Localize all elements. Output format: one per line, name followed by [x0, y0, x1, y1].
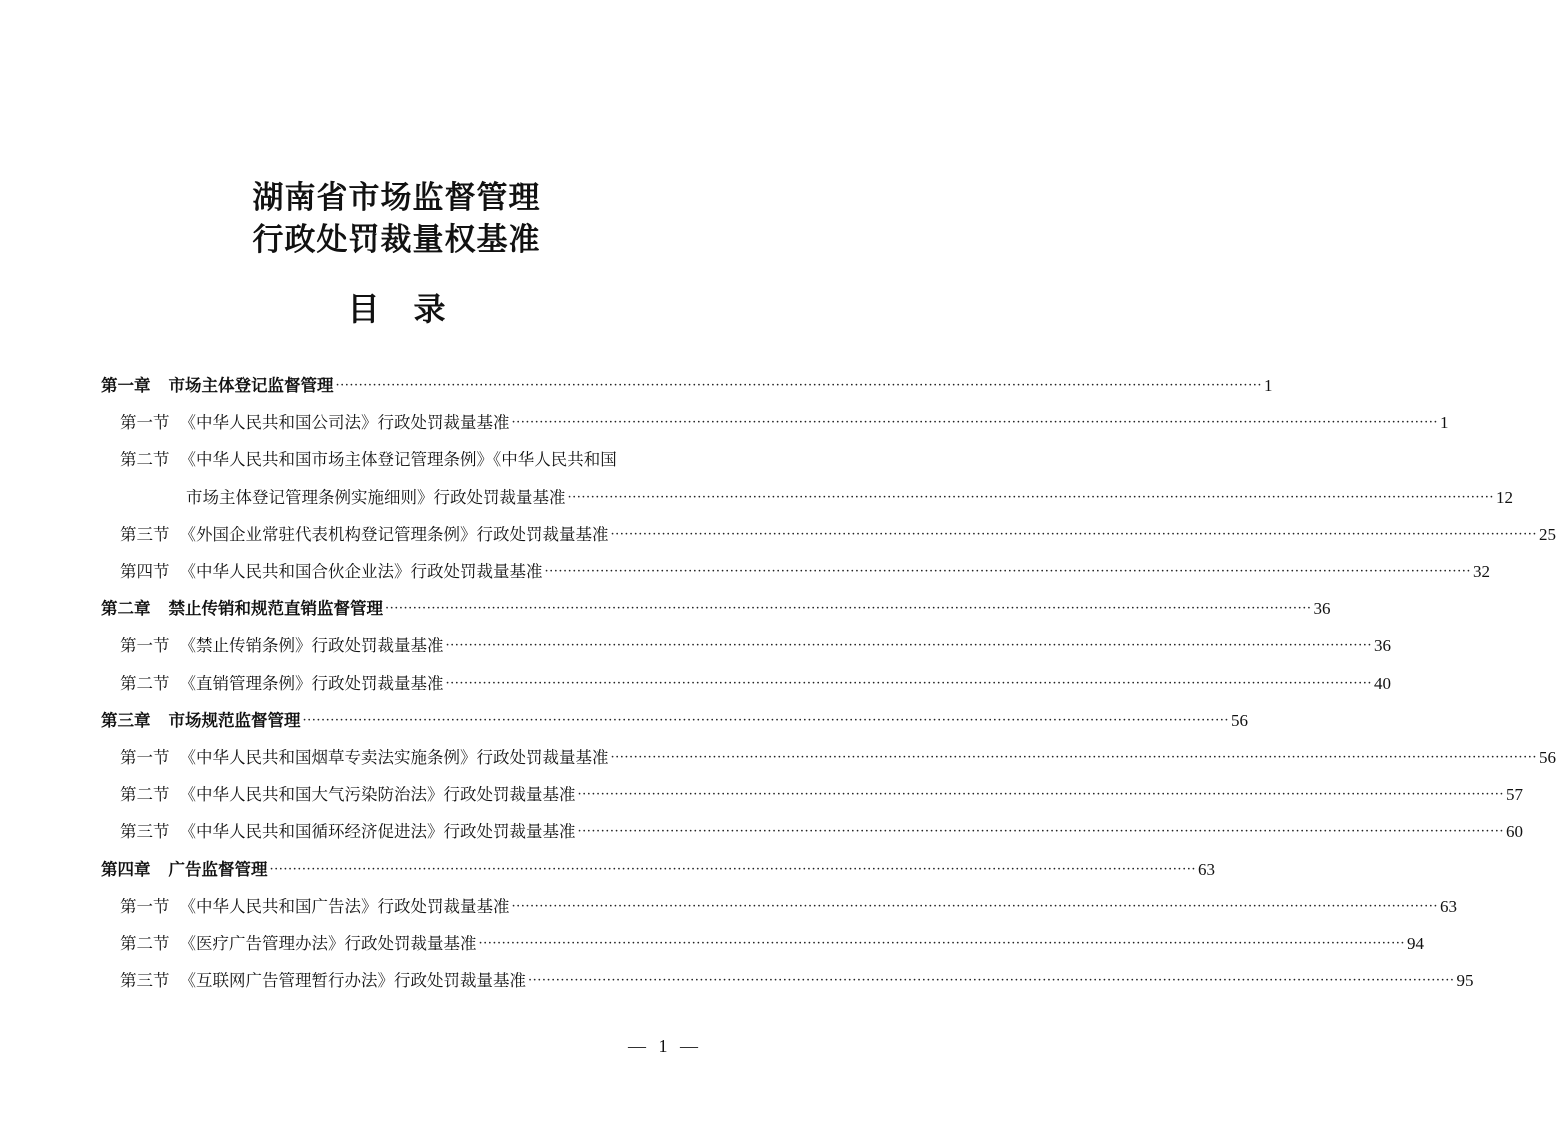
toc-entry-text: 《中华人民共和国市场主体登记管理条例》《中华人民共和国 [179, 450, 617, 470]
toc-leader-dots: ········································································································································································································ [445, 638, 1372, 654]
toc-entry-number: 第一节 [120, 636, 170, 656]
toc-leader-dots: ········································································································································································································ [511, 898, 1438, 914]
toc-entry-number: 第二节 [120, 785, 170, 805]
toc-entry-number: 第四节 [120, 562, 170, 581]
toc-entry-text: 《医疗广告管理办法》行政处罚裁量基准 [179, 934, 477, 953]
toc-chapter-row[interactable] [101, 854, 1215, 880]
toc-entry-label [120, 409, 510, 433]
toc-heading: 目录 [347, 290, 480, 328]
toc-page-number: 1 [1439, 413, 1449, 433]
toc-leader-dots: ········································································································································································································ [610, 526, 1537, 542]
toc-leader-dots: ········································································································································································································ [445, 675, 1372, 691]
toc-section-row[interactable] [120, 556, 1490, 582]
toc-entry-label [120, 521, 609, 545]
document-title-line-1: 湖南省市场监督管理 [252, 180, 541, 216]
toc-page-number: 40 [1373, 673, 1391, 693]
toc-section-row[interactable] [120, 630, 1391, 656]
toc-entry-label [120, 818, 576, 842]
toc-entry-number: 第一节 [120, 896, 170, 916]
toc-leader-dots: ········································································································································································································ [577, 824, 1504, 840]
toc-page-number: 63 [1197, 859, 1215, 879]
toc-entry-number: 第三节 [120, 524, 170, 544]
toc-page-number: 95 [1456, 971, 1474, 991]
toc-page-number: 25 [1538, 524, 1556, 544]
toc-entry-text: 《外国企业常驻代表机构登记管理条例》行政处罚裁量基准 [179, 524, 609, 544]
toc-section-row[interactable] [120, 519, 1556, 545]
toc-page-number: 36 [1373, 636, 1391, 656]
toc-entry-text: 《中华人民共和国广告法》行政处罚裁量基准 [179, 896, 510, 916]
toc-page-number: 32 [1472, 562, 1490, 581]
toc-page-number: 94 [1406, 934, 1424, 953]
toc-leader-dots: ········································································································································································································ [567, 489, 1494, 505]
toc-page-number: 63 [1439, 896, 1457, 916]
toc-entry-label [101, 595, 383, 619]
toc-leader-dots: ········································································································································································································ [478, 936, 1405, 951]
toc-section-row[interactable] [120, 742, 1556, 768]
toc-section-row[interactable] [120, 928, 1424, 954]
toc-entry-label [120, 893, 510, 917]
toc-entry-label [120, 558, 543, 582]
toc-entry-text: 《禁止传销条例》行政处罚裁量基准 [179, 636, 444, 656]
toc-page-number: 1 [1263, 376, 1273, 395]
toc-section-row[interactable] [120, 407, 1449, 433]
toc-section-row[interactable] [120, 891, 1457, 917]
toc-leader-dots: ········································································································································································································ [528, 973, 1455, 989]
toc-page-number: 57 [1505, 785, 1523, 805]
toc-leader-dots: ········································································································································································································ [577, 787, 1504, 803]
toc-leader-dots: ········································································································································································································ [269, 861, 1196, 877]
toc-entry-text: 《中华人民共和国循环经济促进法》行政处罚裁量基准 [179, 822, 576, 842]
toc-entry-label [101, 372, 334, 396]
toc-entry-label [101, 707, 301, 731]
toc-entry-text: 市场规范监督管理 [168, 710, 301, 730]
toc-section-row[interactable] [120, 668, 1391, 694]
toc-entry-label [120, 632, 444, 656]
toc-section-row[interactable] [120, 779, 1523, 805]
toc-entry-text: 《中华人民共和国合伙企业法》行政处罚裁量基准 [179, 562, 543, 581]
toc-chapter-row[interactable] [101, 705, 1248, 731]
toc-entry-number: 第一节 [120, 413, 170, 433]
toc-leader-dots: ········································································································································································································ [610, 750, 1537, 765]
toc-page-number: 12 [1495, 487, 1513, 507]
toc-entry-text: 《中华人民共和国公司法》行政处罚裁量基准 [179, 413, 510, 433]
toc-leader-dots: ········································································································································································································ [302, 712, 1229, 728]
toc-entry-number: 第三节 [120, 971, 170, 991]
toc-entry-label [120, 781, 576, 805]
toc-entry-number: 第二章 [101, 599, 151, 619]
toc-entry-label [120, 670, 444, 694]
toc-section-row[interactable] [120, 965, 1474, 991]
toc-entry-label [120, 930, 477, 954]
toc-section-row[interactable] [186, 482, 1513, 508]
toc-page-number: 36 [1313, 599, 1331, 619]
toc-entry-label [120, 446, 617, 470]
toc-section-row[interactable] [120, 816, 1523, 842]
toc-entry-label [120, 967, 526, 991]
toc-section-row[interactable] [120, 444, 695, 470]
toc-entry-text: 《互联网广告管理暂行办法》行政处罚裁量基准 [179, 971, 526, 991]
toc-entry-text: 禁止传销和规范直销监督管理 [168, 599, 383, 619]
toc-page-number: 56 [1538, 748, 1556, 767]
toc-entry-number: 第二节 [120, 934, 170, 953]
toc-entry-number: 第三章 [101, 710, 151, 730]
toc-entry-text: 市场主体登记管理条例实施细则》行政处罚裁量基准 [186, 487, 566, 507]
toc-entry-text: 广告监督管理 [168, 859, 268, 879]
document-title-line-2: 行政处罚裁量权基准 [252, 222, 541, 258]
toc-page-number: 60 [1505, 822, 1523, 842]
toc-chapter-row[interactable] [101, 370, 1273, 396]
toc-entry-label [186, 484, 566, 508]
toc-entry-label [120, 744, 609, 768]
toc-entry-label [101, 856, 268, 880]
toc-entry-number: 第四章 [101, 859, 151, 879]
toc-chapter-row[interactable] [101, 593, 1331, 619]
toc-entry-text: 《中华人民共和国大气污染防治法》行政处罚裁量基准 [179, 785, 576, 805]
toc-entry-text: 《中华人民共和国烟草专卖法实施条例》行政处罚裁量基准 [179, 748, 609, 767]
toc-leader-dots: ········································································································································································································ [385, 601, 1312, 617]
toc-entry-number: 第二节 [120, 673, 170, 693]
toc-entry-text: 市场主体登记监督管理 [168, 376, 334, 395]
toc-page-number: 56 [1230, 710, 1248, 730]
page-number: — 1 — [628, 1036, 702, 1056]
toc-leader-dots: ········································································································································································································ [511, 415, 1438, 431]
toc-leader-dots: ········································································································································································································ [335, 378, 1262, 393]
toc-entry-text: 《直销管理条例》行政处罚裁量基准 [179, 673, 444, 693]
toc-entry-number: 第一节 [120, 748, 170, 767]
toc-leader-dots: ········································································································································································································ [544, 564, 1471, 579]
toc-entry-number: 第三节 [120, 822, 170, 842]
toc-entry-number: 第二节 [120, 450, 170, 470]
toc-entry-number: 第一章 [101, 376, 151, 395]
